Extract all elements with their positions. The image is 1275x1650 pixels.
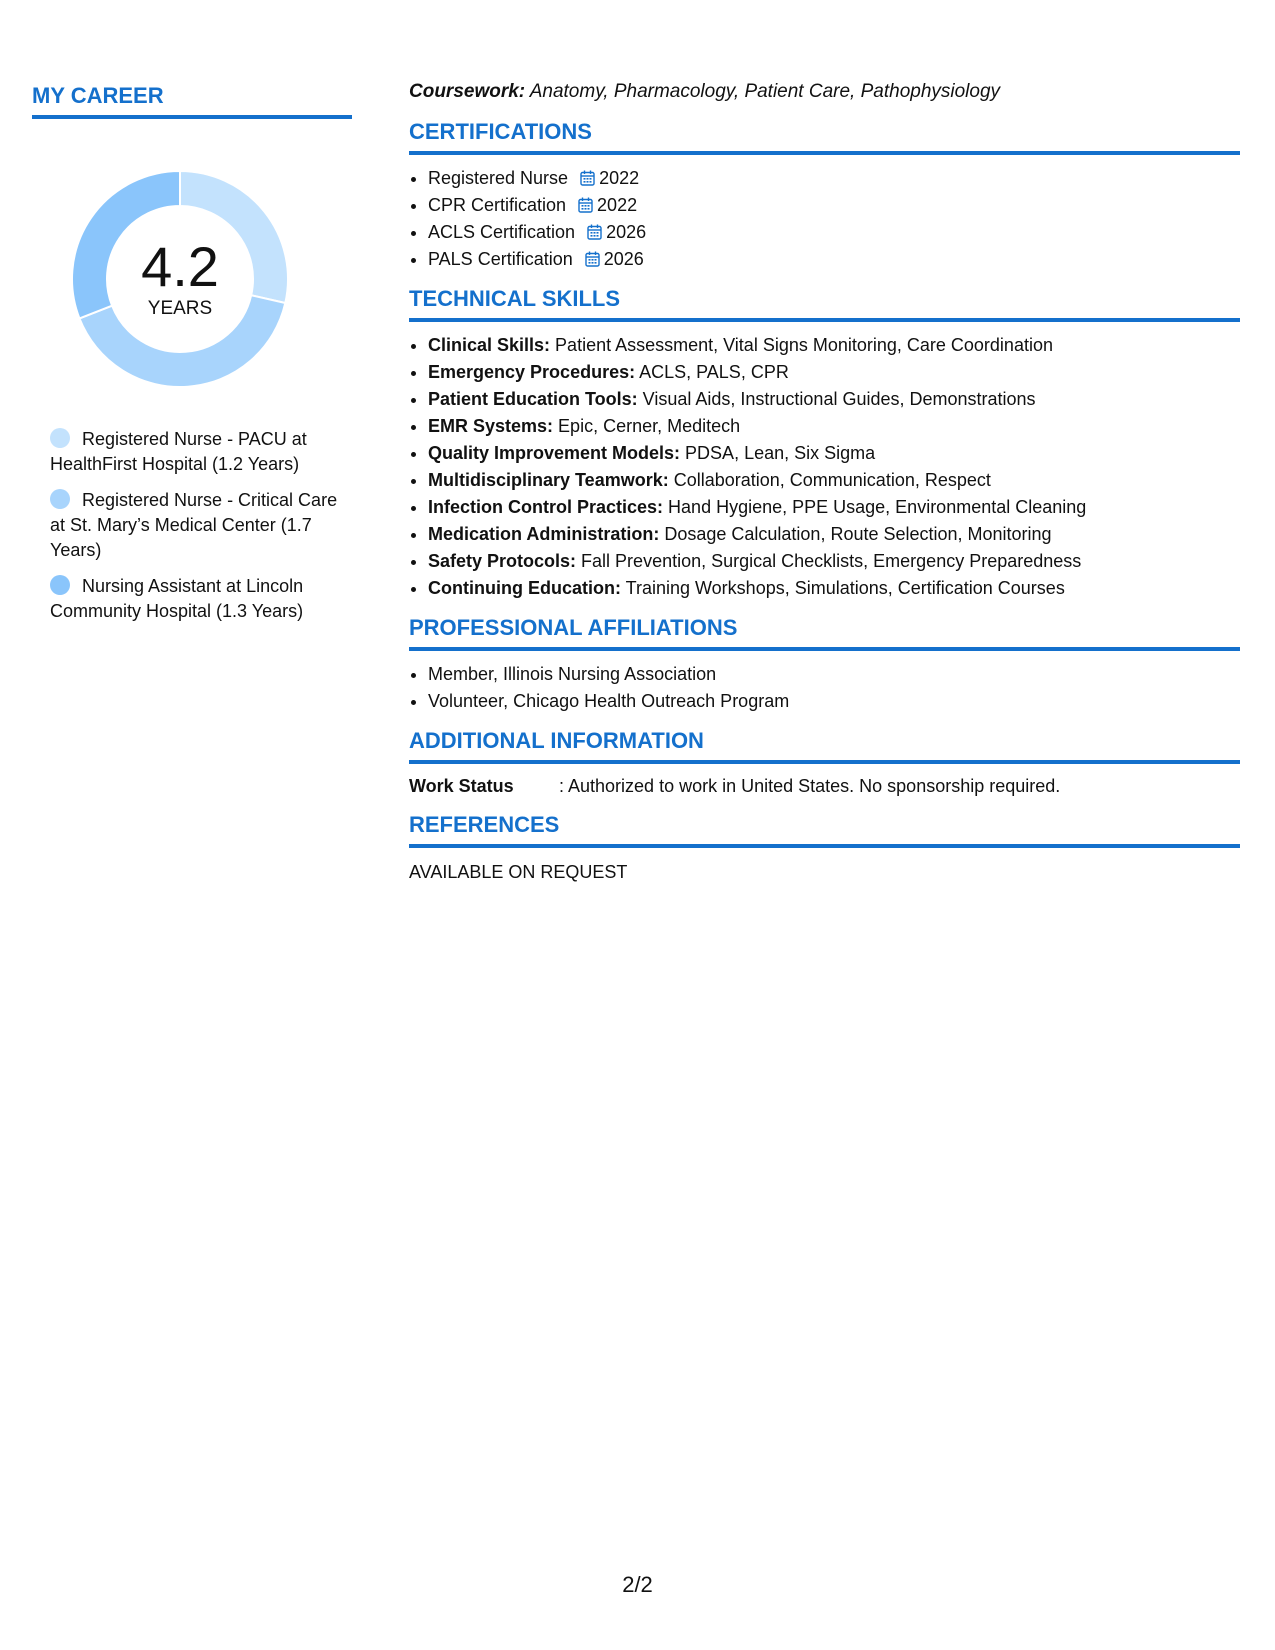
- skill-value: Training Workshops, Simulations, Certification Courses: [620, 578, 1065, 598]
- references-section: [409, 811, 1240, 885]
- skill-item: [428, 386, 1240, 413]
- calendar-icon: [578, 197, 593, 213]
- affiliation-item: • Member, Illinois Nursing Association: [428, 661, 1240, 688]
- skill-value: Visual Aids, Instructional Guides, Demonstrations: [637, 389, 1036, 409]
- skill-label: Clinical Skills:: [428, 335, 551, 355]
- skill-label: Safety Protocols:: [428, 551, 577, 571]
- career-donut-chart: [66, 165, 294, 393]
- certification-year: 2026: [606, 222, 647, 242]
- affiliations-title: PROFESSIONAL AFFILIATIONS: [409, 614, 1240, 651]
- skill-value: Patient Assessment, Vital Signs Monitoring, Care Coordination: [550, 335, 1053, 355]
- legend-dot-3: [50, 575, 70, 595]
- calendar-icon: [587, 224, 602, 240]
- skill-label: Patient Education Tools:: [428, 389, 638, 409]
- skill-item: [428, 548, 1240, 575]
- work-status-row: [409, 773, 1240, 799]
- skill-item: [428, 521, 1240, 548]
- skill-value: Collaboration, Communication, Respect: [668, 470, 991, 490]
- legend-dot-2: [50, 489, 70, 509]
- certifications-title: CERTIFICATIONS: [409, 118, 1240, 155]
- coursework-value: Anatomy, Pharmacology, Patient Care, Pathophysiology: [525, 81, 1001, 102]
- skill-label: Quality Improvement Models:: [428, 443, 681, 463]
- skill-item: [428, 494, 1240, 521]
- career-column: [32, 82, 352, 635]
- references-title: REFERENCES: [409, 811, 1240, 848]
- total-years-value: 4.2: [141, 235, 219, 298]
- total-years-unit: YEARS: [147, 298, 213, 319]
- certification-name: Registered Nurse: [428, 168, 569, 188]
- skill-item: [428, 440, 1240, 467]
- skill-label: Continuing Education:: [428, 578, 621, 598]
- skill-label: Medication Administration:: [428, 524, 660, 544]
- affiliations-list: [409, 661, 1240, 715]
- skill-value: PDSA, Lean, Six Sigma: [680, 443, 876, 463]
- legend-label: Registered Nurse - Critical Care at St. Mary’s Medical Center (1.7 Years): [50, 490, 338, 560]
- legend-dot-1: [50, 428, 70, 448]
- certification-name: ACLS Certification: [428, 222, 576, 242]
- technical-skills-section: [409, 285, 1240, 602]
- skill-value: Dosage Calculation, Route Selection, Monitoring: [659, 524, 1052, 544]
- skill-label: Multidisciplinary Teamwork:: [428, 470, 669, 490]
- legend-item: [50, 574, 340, 624]
- certifications-list: [409, 165, 1240, 273]
- skill-value: Epic, Cerner, Meditech: [553, 416, 741, 436]
- legend-item: [50, 488, 340, 563]
- skill-item: [428, 332, 1240, 359]
- career-legend: [50, 427, 340, 624]
- skill-value: Hand Hygiene, PPE Usage, Environmental Cleaning: [663, 497, 1087, 517]
- references-value: AVAILABLE ON REQUEST: [409, 862, 628, 882]
- certification-item: [428, 219, 1240, 246]
- skill-value: ACLS, PALS, CPR: [635, 362, 789, 382]
- certification-year: 2022: [597, 195, 638, 215]
- donut-center: [66, 165, 294, 393]
- certification-year: 2022: [599, 168, 640, 188]
- skill-label: EMR Systems:: [428, 416, 554, 436]
- certification-name: CPR Certification: [428, 195, 567, 215]
- certification-item: [428, 192, 1240, 219]
- legend-item: [50, 427, 340, 477]
- skill-value: Fall Prevention, Surgical Checklists, Emergency Preparedness: [576, 551, 1082, 571]
- work-status-label: Work Status: [409, 776, 514, 796]
- skill-item: [428, 413, 1240, 440]
- career-title: MY CAREER: [32, 82, 352, 119]
- skill-item: [428, 467, 1240, 494]
- skill-item: [428, 575, 1240, 602]
- legend-label: Registered Nurse - PACU at HealthFirst Hospital (1.2 Years): [50, 429, 307, 474]
- technical-skills-title: TECHNICAL SKILLS: [409, 285, 1240, 322]
- calendar-icon: [585, 251, 600, 267]
- skill-label: Emergency Procedures:: [428, 362, 636, 382]
- certification-item: [428, 165, 1240, 192]
- additional-info-title: ADDITIONAL INFORMATION: [409, 727, 1240, 764]
- certification-name: PALS Certification: [428, 249, 573, 269]
- affiliation-item: • Volunteer, Chicago Health Outreach Program: [428, 688, 1240, 715]
- skill-label: Infection Control Practices:: [428, 497, 664, 517]
- skill-item: [428, 359, 1240, 386]
- technical-skills-list: [409, 332, 1240, 602]
- certification-year: 2026: [603, 249, 644, 269]
- coursework-label: Coursework:: [409, 81, 526, 102]
- legend-label: Nursing Assistant at Lincoln Community Hospital (1.3 Years): [50, 576, 304, 621]
- main-column: [409, 76, 1240, 897]
- coursework-line: [409, 80, 1240, 104]
- work-status-value: : Authorized to work in United States. No sponsorship required.: [559, 776, 1061, 796]
- affiliations-section: [409, 614, 1240, 715]
- calendar-icon: [580, 170, 595, 186]
- certifications-section: [409, 118, 1240, 273]
- certification-item: [428, 246, 1240, 273]
- page-number: 2/2: [622, 1572, 653, 1597]
- additional-info-section: [409, 727, 1240, 799]
